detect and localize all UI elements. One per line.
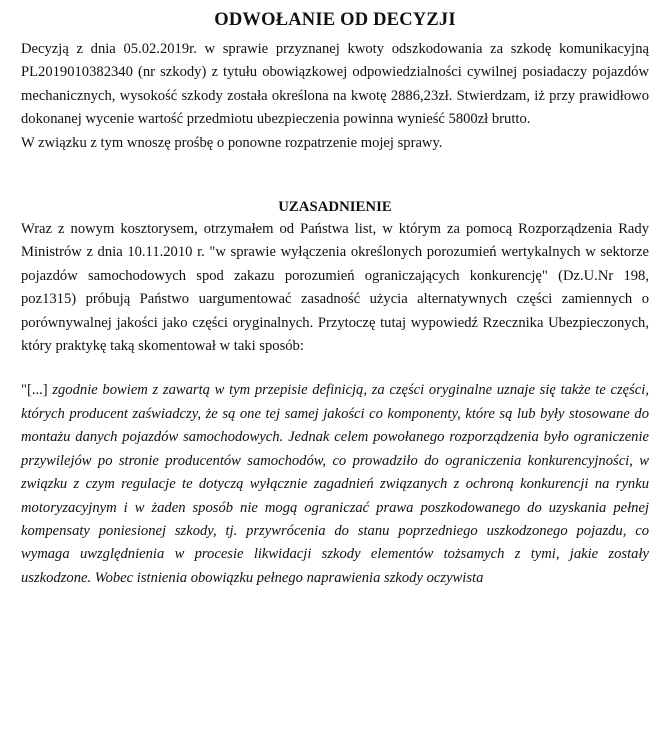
quote-opening-mark: "[...] xyxy=(21,382,48,399)
justification-paragraph: Wraz z nowym kosztorysem, otrzymałem od Państwa list, w którym za pomocą Rozporządzenia Rady Ministrów z dnia 10.11.2010 r. "w sprawie wyłączenia określonych porozumień wertykalnych w sektorze pojazdów samochodowych spod zakazu porozumień ograniczających konkurencję" (Dz.U.Nr 198, poz1315) próbują Państwo uargumentować zasadność użycia alternatywnych części zamiennych o porównywalnej jakości jako części oryginalnych. Przytoczę tutaj wypowiedź Rzecznika Ubezpieczonych, który praktykę taką skomentował w taki sposób: xyxy=(21,221,649,355)
section-heading: UZASADNIENIE xyxy=(278,199,392,216)
quote-spacer xyxy=(21,358,649,379)
quote-body: zgodnie bowiem z zawartą w tym przepisie definicją, za części oryginalne uznaje się także te części, których producent zaświadczy, że są one tej samej jakości co komponenty, które są lub były stosowane do montażu danych pojazdów samochodowych. Jednak celem powołanego rozporządzenia było ograniczenie przywilejów po stronie producentów samochodów, co prowadziło do ograniczenia konkurencyjności, w związku z czym regulacje te dotyczą wyłącznie zagadnień związanych z ochroną konkurencji na rynku motoryzacyjnym i w żaden sposób nie mogą ograniczać prawa poszkodowanego do uzyskania pełnej kompensaty poniesionej szkody, tj. przywrócenia do stanu poprzedniego uszkodzonego pojazdu, co wymaga uwzględnienia w procesie likwidacji szkody elementów tożsamych z tymi, jakie zostały uszkodzone. Wobec istnienia obowiązku pełnego naprawienia szkody oczywista xyxy=(21,382,649,586)
section-spacer xyxy=(21,155,649,199)
quoted-statement xyxy=(21,379,649,590)
intro-paragraph: Decyzją z dnia 05.02.2019r. w sprawie przyznanej kwoty odszkodowania za szkodę komunikacyjną PL2019010382340 (nr szkody) z tytułu obowiązkowej odpowiedzialności cywilnej posiadaczy pojazdów mechanicznych, wysokość szkody została określona na kwotę 2886,23zł. Stwierdzam, iż przy prawidłowo dokonanej wycenie wartość przedmiotu ubezpieczenia powinna wynieść 5800zł brutto. xyxy=(21,41,649,128)
document-title: ODWOŁANIE OD DECYZJI xyxy=(214,10,456,30)
request-line: W związku z tym wnoszę prośbę o ponowne rozpatrzenie mojej sprawy. xyxy=(21,134,443,151)
